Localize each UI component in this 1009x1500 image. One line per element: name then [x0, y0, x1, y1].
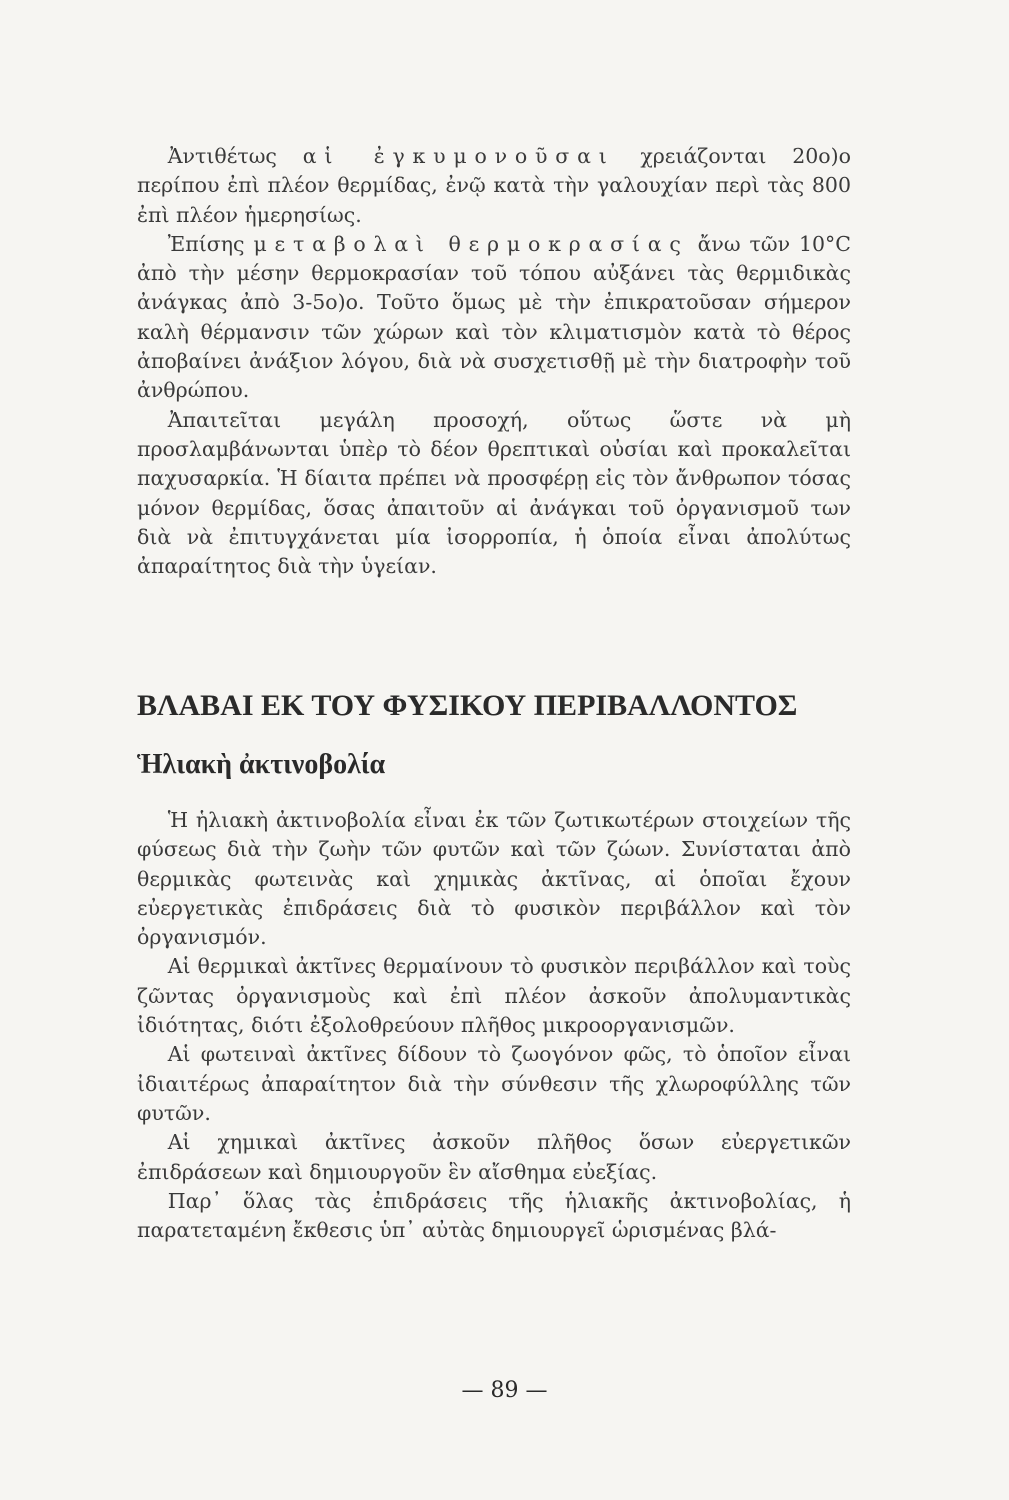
paragraph — [137, 230, 851, 406]
paragraph: Αἱ θερμικαὶ ἀκτῖνες θερμαίνουν τὸ φυσικὸν περιβάλλον καὶ τοὺς ζῶντας ὀργανισμοὺς καὶ ἐπὶ πλέον ἀσκοῦν ἀπολυμαντικὰς ἰδιότητας, διότι ἐξολοθρεύουν πλῆθος μικροοργανισμῶν. — [137, 954, 851, 1038]
paragraph: Αἱ φωτειναὶ ἀκτῖνες δίδουν τὸ ζωογόνον φῶς, τὸ ὁποῖον εἶναι ἰδιαιτέρως ἀπαραίτητον διὰ τὴν σύνθεσιν τῆς χλωροφύλλης τῶν φυτῶν. — [137, 1042, 851, 1125]
paragraph-rest: ἄνω τῶν 10°C ἀπὸ τὴν μέσην θερμοκρασίαν τοῦ τόπου αὐξάνει τὰς θερμιδικὰς ἀνάγκας ἀπὸ 3-5ο)ο. Τοῦτο ὅμως μὲ τὴν ἐπικρατοῦσαν σήμερον καλὴ θέρμανσιν τῶν χώρων καὶ τὸν κλιματισμὸν κατὰ τὸ θέρος ἀποβαίνει ἀνάξιον λόγου, διὰ νὰ συσχετισθῇ μὲ τὴν διατροφὴν τοῦ ἀνθρώπου. — [137, 231, 851, 403]
paragraph: Παρ᾽ ὅλας τὰς ἐπιδράσεις τῆς ἡλιακῆς ἀκτινοβολίας, ἡ παρατεταμένη ἔκθεσις ὑπ᾽ αὐτὰς δημιουργεῖ ὡρισμένας βλά- — [137, 1188, 851, 1243]
paragraph — [137, 142, 851, 230]
paragraph-start: Ἐπίσης — [167, 231, 245, 256]
section-body — [137, 806, 851, 1245]
spaced-emphasis: μεταβολαὶ θερμοκρασίας — [253, 231, 689, 256]
page-number: — 89 — — [461, 1378, 548, 1403]
paragraph: Αἱ χημικαὶ ἀκτῖνες ἀσκοῦν πλῆθος ὅσων εὐεργετικῶν ἐπιδράσεων καὶ δημιουργοῦν ἓν αἴσθημα εὐεξίας. — [137, 1130, 851, 1184]
section-heading: ΒΛΑΒΑΙ ΕΚ ΤΟΥ ΦΥΣΙΚΟΥ ΠΕΡΙΒΑΛΛΟΝΤΟΣ — [137, 689, 798, 722]
paragraph-start: Ἀντιθέτως — [167, 144, 277, 168]
paragraph: Ἡ ἡλιακὴ ἀκτινοβολία εἶναι ἐκ τῶν ζωτικωτέρων στοιχείων τῆς φύσεως διὰ τὴν ζωὴν τῶν φυτῶν καὶ τῶν ζώων. Συνίσταται ἀπὸ θερμικὰς φωτεινὰς καὶ χημικὰς ἀκτῖνας, αἱ ὁποῖαι ἔχουν εὐεργετικὰς ἐπιδράσεις διὰ τὸ φυσικὸν περιβάλλον καὶ τὸν ὀργανισμόν. — [137, 808, 851, 950]
subsection-heading: Ἡλιακὴ ἀκτινοβολία — [137, 749, 386, 780]
spaced-emphasis: αἱ ἐγκυμονοῦσαι — [302, 144, 615, 168]
continued-text — [137, 142, 851, 581]
paragraph-rest: χρειάζονται 20ο)ο περίπου ἐπὶ πλέον θερμίδας, ἐνῷ κατὰ τὴν γαλουχίαν περὶ τὰς 800 ἐπὶ πλέον ἡμερησίως. — [137, 144, 851, 227]
paragraph: Ἀπαιτεῖται μεγάλη προσοχή, οὕτως ὥστε νὰ μὴ προσλαμβάνωνται ὑπὲρ τὸ δέον θρεπτικαὶ οὐσίαι καὶ προκαλεῖται παχυσαρκία. Ἡ δίαιτα πρέπει νὰ προσφέρῃ εἰς τὸν ἄνθρωπον τόσας μόνον θερμίδας, ὅσας ἀπαιτοῦν αἱ ἀνάγκαι τοῦ ὀργανισμοῦ των διὰ νὰ ἐπιτυγχάνεται μία ἰσορροπία, ἡ ὁποία εἶναι ἀπολύτως ἀπαραίτητος διὰ τὴν ὑγείαν. — [137, 407, 851, 579]
